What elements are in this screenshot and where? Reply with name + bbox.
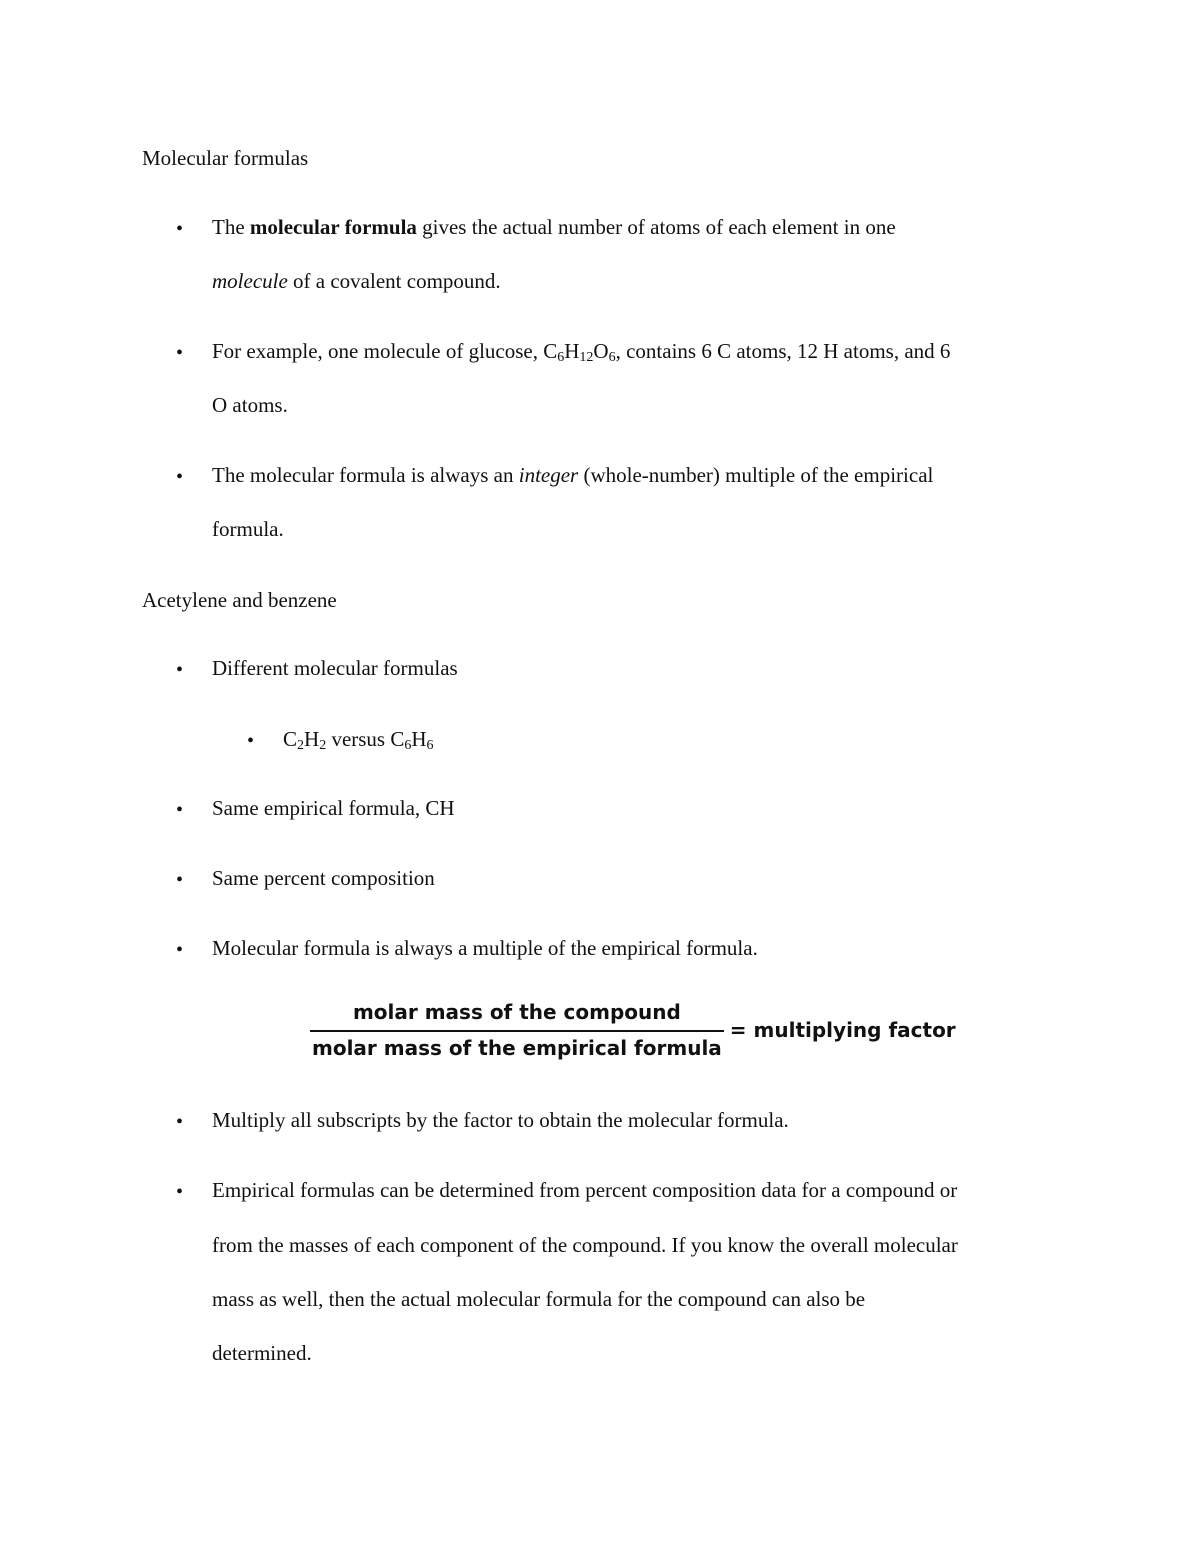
- bullet-icon: •: [176, 659, 184, 681]
- list-item-different-formulas: Different molecular formulas: [212, 656, 458, 680]
- term-molecular-formula: molecular formula: [249, 215, 417, 239]
- paragraph-continuation: O atoms.: [212, 393, 288, 417]
- paragraph-continuation: mass as well, then the actual molecular formula for the compound can also be: [212, 1287, 866, 1311]
- section-heading-acetylene-benzene: Acetylene and benzene: [142, 588, 337, 612]
- acetylene-formula: $C_2H_2$: [283, 727, 327, 753]
- equation-numerator: molar mass of the compound: [352, 1000, 681, 1024]
- bullet-icon: •: [176, 466, 184, 488]
- paragraph-continuation: molecule of a covalent compound.: [212, 269, 501, 293]
- multiplying-factor-equation: [310, 1000, 956, 1060]
- paragraph-molecular-formula-definition: The molecular formula gives the actual number of atoms of each element in one: [212, 215, 896, 239]
- bullet-icon: •: [247, 730, 255, 752]
- list-item-multiply-subscripts: Multiply all subscripts by the factor to obtain the molecular formula.: [212, 1108, 789, 1132]
- bullet-icon: •: [176, 1111, 184, 1133]
- list-item-always-multiple: Molecular formula is always a multiple of the empirical formula.: [212, 936, 758, 960]
- paragraph-continuation: determined.: [212, 1341, 312, 1365]
- bullet-icon: •: [176, 218, 184, 240]
- benzene-formula: $C_6H_6$: [390, 727, 434, 753]
- paragraph-glucose-example: For example, one molecule of glucose, $C_6H_{12}O_6$, contains 6 C atoms, 12 H atoms, and 6: [212, 339, 951, 365]
- bullet-icon: •: [176, 799, 184, 821]
- bullet-icon: •: [176, 342, 184, 364]
- list-item-same-empirical: Same empirical formula, CH: [212, 796, 455, 820]
- equation-denominator: molar mass of the empirical formula: [310, 1030, 724, 1060]
- bullet-icon: •: [176, 1181, 184, 1203]
- paragraph-integer-multiple: The molecular formula is always an integer (whole-number) multiple of the empirical: [212, 463, 934, 487]
- equation-result: = multiplying factor: [729, 1018, 956, 1042]
- bullet-icon: •: [176, 869, 184, 891]
- bullet-icon: •: [176, 939, 184, 961]
- paragraph-continuation: formula.: [212, 517, 284, 541]
- section-heading-molecular-formulas: Molecular formulas: [142, 146, 309, 170]
- paragraph-continuation: from the masses of each component of the compound. If you know the overall molecular: [212, 1233, 958, 1257]
- emphasis-molecule: molecule: [212, 269, 288, 293]
- glucose-formula: $C_6H_{12}O_6$: [543, 339, 616, 365]
- equation-fraction: [310, 1000, 724, 1060]
- emphasis-integer: integer: [518, 463, 579, 487]
- paragraph-empirical-determination: Empirical formulas can be determined from percent composition data for a compound or: [212, 1178, 958, 1202]
- list-item-formula-comparison: $C_2H_2$ versus $C_6H_6$: [283, 727, 434, 753]
- list-item-same-percent: Same percent composition: [212, 866, 435, 890]
